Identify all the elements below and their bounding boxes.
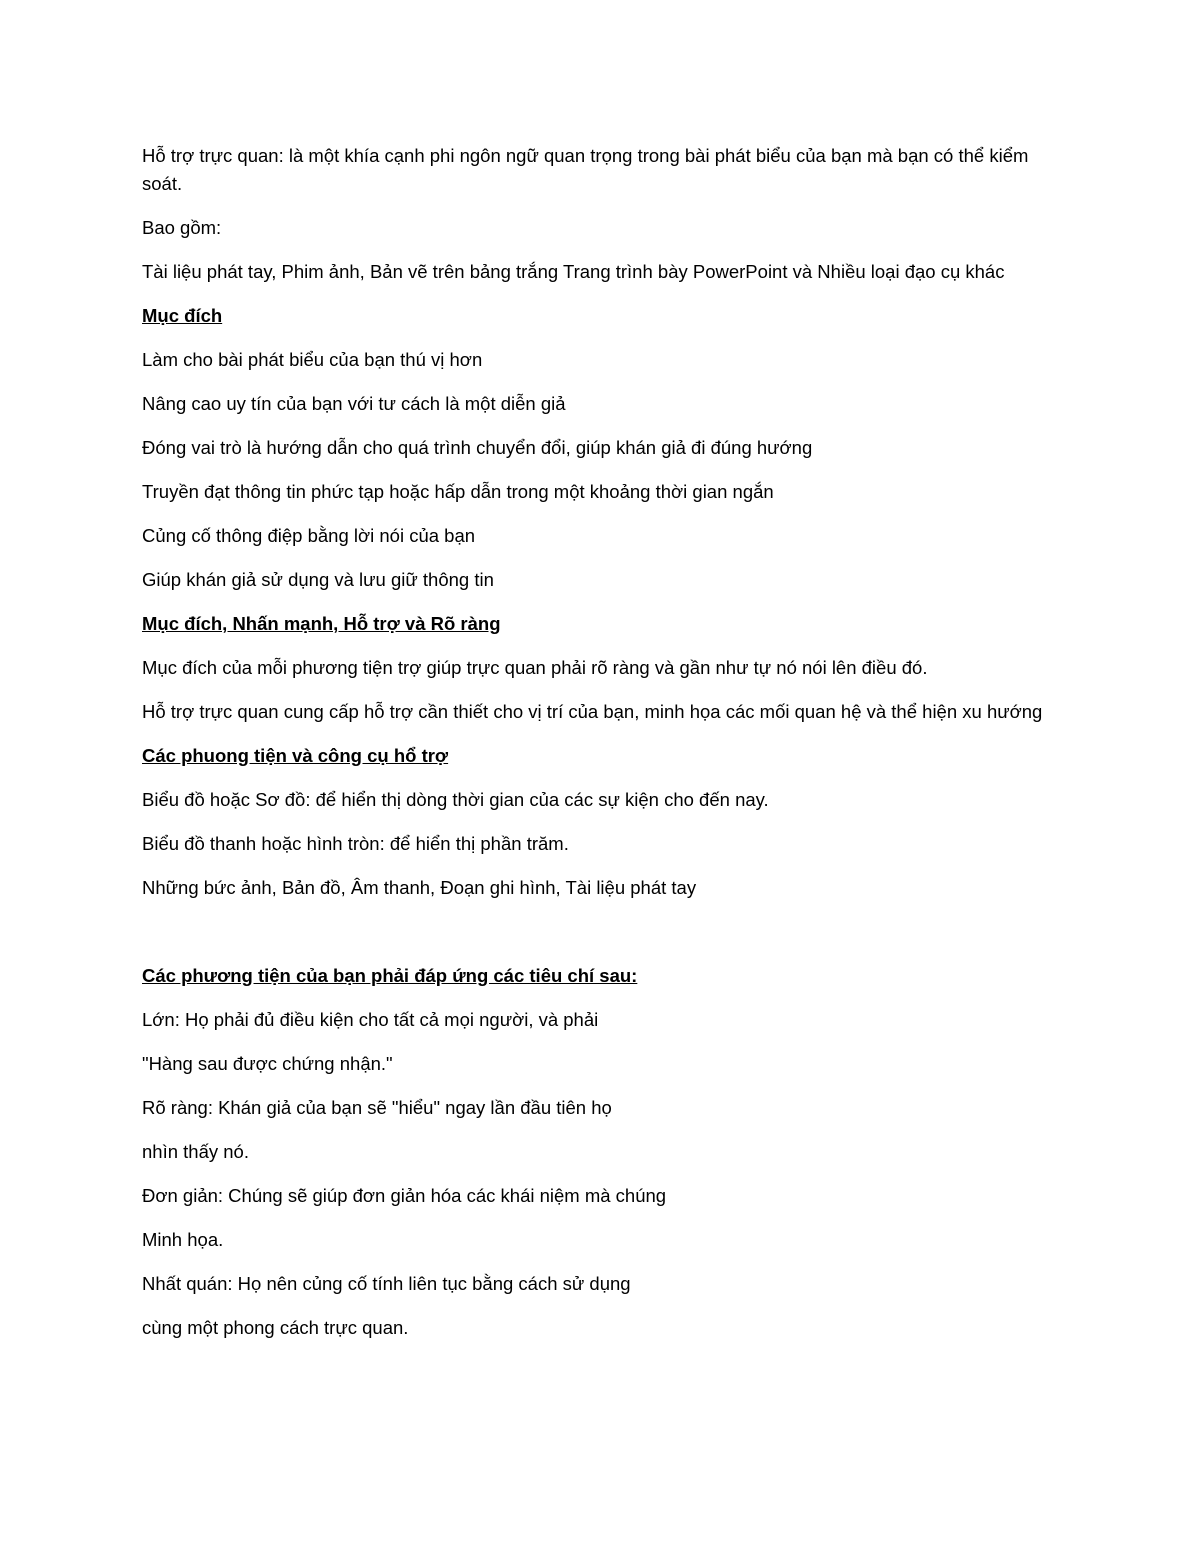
criteria-item: Rõ ràng: Khán giả của bạn sẽ "hiểu" ngay lần đầu tiên họ	[142, 1097, 612, 1118]
includes-label: Bao gồm:	[142, 217, 222, 238]
purpose-heading: Mục đích	[142, 305, 223, 326]
tools-item: Biểu đồ hoặc Sơ đồ: để hiển thị dòng thời gian của các sự kiện cho đến nay.	[142, 789, 769, 810]
criteria-item: "Hàng sau được chứng nhận."	[142, 1053, 393, 1074]
tools-item: Biểu đồ thanh hoặc hình tròn: để hiển thị phần trăm.	[142, 833, 569, 854]
emphasis-heading: Mục đích, Nhấn mạnh, Hỗ trợ và Rõ ràng	[142, 613, 501, 634]
purpose-item: Củng cố thông điệp bằng lời nói của bạn	[142, 525, 476, 546]
blank-line	[142, 918, 1060, 962]
emphasis-item: Mục đích của mỗi phương tiện trợ giúp trực quan phải rõ ràng và gần như tự nó nói lên điều đó.	[142, 657, 928, 678]
includes-list: Tài liệu phát tay, Phim ảnh, Bản vẽ trên bảng trắng Trang trình bày PowerPoint và Nhiều loại đạo cụ khác	[142, 261, 1005, 282]
purpose-item: Làm cho bài phát biểu của bạn thú vị hơn	[142, 349, 483, 370]
purpose-item: Giúp khán giả sử dụng và lưu giữ thông tin	[142, 569, 494, 590]
tools-item: Những bức ảnh, Bản đồ, Âm thanh, Đoạn ghi hình, Tài liệu phát tay	[142, 877, 697, 898]
criteria-item: Đơn giản: Chúng sẽ giúp đơn giản hóa các khái niệm mà chúng	[142, 1185, 667, 1206]
criteria-item: cùng một phong cách trực quan.	[142, 1317, 409, 1338]
criteria-item: Minh họa.	[142, 1229, 224, 1250]
criteria-item: nhìn thấy nó.	[142, 1141, 249, 1162]
purpose-item: Nâng cao uy tín của bạn với tư cách là một diễn giả	[142, 393, 566, 414]
purpose-item: Truyền đạt thông tin phức tạp hoặc hấp dẫn trong một khoảng thời gian ngắn	[142, 481, 774, 502]
criteria-item: Lớn: Họ phải đủ điều kiện cho tất cả mọi người, và phải	[142, 1009, 599, 1030]
emphasis-item: Hỗ trợ trực quan cung cấp hỗ trợ cần thiết cho vị trí của bạn, minh họa các mối quan hệ và thể hiện xu hướng	[142, 701, 1043, 722]
purpose-item: Đóng vai trò là hướng dẫn cho quá trình chuyển đổi, giúp khán giả đi đúng hướng	[142, 437, 813, 458]
criteria-heading: Các phương tiện của bạn phải đáp ứng các tiêu chí sau:	[142, 965, 638, 986]
criteria-item: Nhất quán: Họ nên củng cố tính liên tục bằng cách sử dụng	[142, 1273, 631, 1294]
tools-heading: Các phuong tiện và công cụ hổ trợ	[142, 745, 449, 766]
intro-paragraph: Hỗ trợ trực quan: là một khía cạnh phi ngôn ngữ quan trọng trong bài phát biểu của bạn mà bạn có thể kiểm soát.	[142, 145, 1029, 194]
